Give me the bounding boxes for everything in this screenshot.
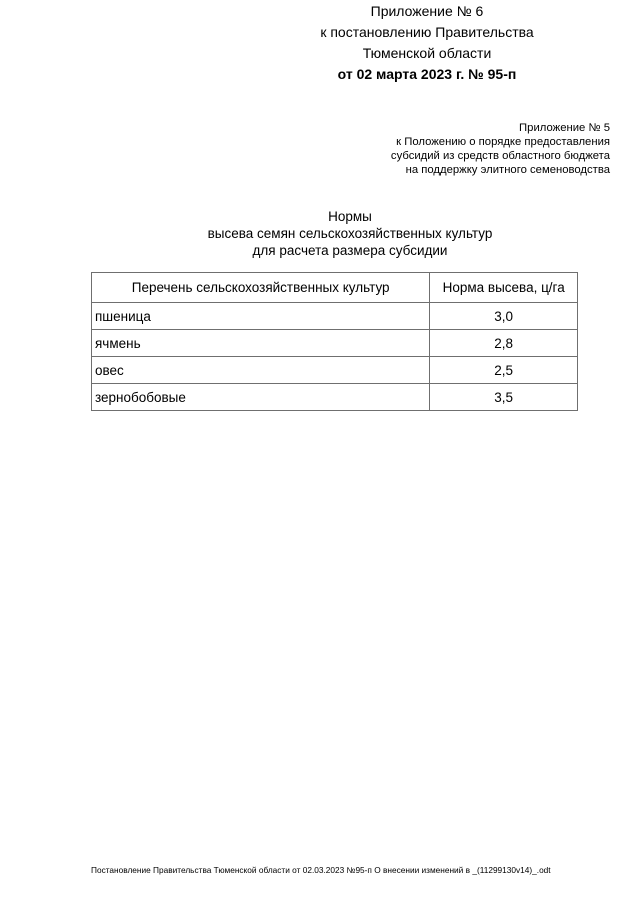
appendix-region: Тюменской области xyxy=(362,45,492,61)
column-header-rate: Норма высева, ц/га xyxy=(430,273,578,303)
table-row xyxy=(92,303,578,330)
crop-cell: ячмень xyxy=(92,330,430,357)
sub-appendix-line4: на поддержку элитного семеноводства xyxy=(405,164,610,176)
rate-cell: 2,5 xyxy=(430,357,578,384)
title-line2: высева семян сельскохозяйственных культур xyxy=(207,226,493,241)
norms-table xyxy=(91,272,578,411)
column-header-crop: Перечень сельскохозяйственных культур xyxy=(92,273,430,303)
appendix-date: от 02 марта 2023 г. № 95-п xyxy=(337,66,517,82)
page-footer: Постановление Правительства Тюменской области от 02.03.2023 №95-п О внесении изменений в _(11299130v14)_.odt xyxy=(91,865,551,875)
crop-cell: пшеница xyxy=(92,303,430,330)
title-line1: Нормы xyxy=(328,209,372,224)
crop-cell: зернобобовые xyxy=(92,384,430,411)
rate-cell: 3,5 xyxy=(430,384,578,411)
table-row xyxy=(92,384,578,411)
title-line3: для расчета размера субсидии xyxy=(252,243,448,258)
table-header-row xyxy=(92,273,578,303)
sub-appendix-line2: к Положению о порядке предоставления xyxy=(396,136,610,148)
table-row xyxy=(92,330,578,357)
rate-cell: 2,8 xyxy=(430,330,578,357)
crop-cell: овес xyxy=(92,357,430,384)
sub-appendix-number: Приложение № 5 xyxy=(519,122,610,134)
table-row xyxy=(92,357,578,384)
appendix-number: Приложение № 6 xyxy=(370,3,484,19)
rate-cell: 3,0 xyxy=(430,303,578,330)
appendix-reference: к постановлению Правительства xyxy=(320,24,534,40)
sub-appendix-line3: субсидий из средств областного бюджета xyxy=(390,150,610,162)
